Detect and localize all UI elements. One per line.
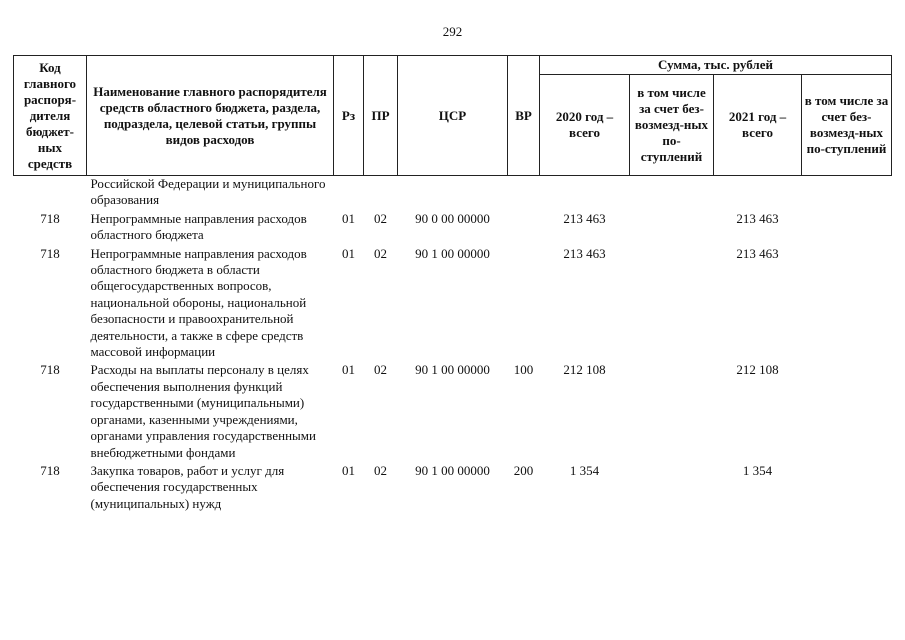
header-name: Наименование главного распорядителя средств областного бюджета, раздела, подраздела, целевой статьи, группы видов расходов xyxy=(87,56,334,176)
row-csr: 90 1 00 00000 xyxy=(415,362,490,378)
row-pr: 02 xyxy=(374,210,387,226)
row-name: Непрограммные направления расходов областного бюджета в области общегосударственных вопросов, национальной обороны, национальной безопасности и правоохранительной деятельности, а также в сфере средств массовой информации xyxy=(90,245,307,360)
budget-table xyxy=(13,55,892,512)
row-2021-free xyxy=(802,209,892,244)
row-csr: 90 1 00 00000 xyxy=(415,245,490,261)
row-name: Закупка товаров, работ и услуг для обеспечения государственных (муниципальных) нужд xyxy=(90,462,285,511)
row-2021-free xyxy=(802,461,892,512)
header-vr: ВР xyxy=(508,56,540,176)
row-pr: 02 xyxy=(374,245,387,261)
row-2020-free xyxy=(630,209,714,244)
row-2021-total: 1 354 xyxy=(742,462,773,478)
row-2021-total: 213 463 xyxy=(736,245,779,261)
table-row xyxy=(14,360,892,460)
row-rz: 01 xyxy=(342,362,355,378)
row-2021-free xyxy=(802,244,892,361)
row-code: 718 xyxy=(40,245,60,261)
row-code: 718 xyxy=(40,462,60,478)
header-2020-total: 2020 год – всего xyxy=(540,75,630,176)
row-rz: 01 xyxy=(342,210,355,226)
continuation-text: Российской Федерации и муниципального образования xyxy=(90,176,326,208)
row-code: 718 xyxy=(40,362,60,378)
row-vr: 200 xyxy=(513,462,534,478)
table-row xyxy=(14,209,892,244)
header-2021-free: в том числе за счет без-возмезд-ных по-ступлений xyxy=(802,75,892,176)
row-vr: 100 xyxy=(513,362,534,378)
row-2021-total: 213 463 xyxy=(736,210,779,226)
row-2021-free xyxy=(802,360,892,460)
row-2020-free xyxy=(630,461,714,512)
row-2021-total: 212 108 xyxy=(736,362,779,378)
row-name: Непрограммные направления расходов областного бюджета xyxy=(90,210,307,243)
row-2020-total: 212 108 xyxy=(563,362,606,378)
row-rz: 01 xyxy=(342,245,355,261)
header-pr: ПР xyxy=(364,56,398,176)
row-2020-total: 1 354 xyxy=(569,462,600,478)
row-csr: 90 0 00 00000 xyxy=(415,210,490,226)
page-number: 292 xyxy=(442,24,463,39)
row-csr: 90 1 00 00000 xyxy=(415,462,490,478)
header-2021-total: 2021 год – всего xyxy=(714,75,802,176)
row-code: 718 xyxy=(40,210,60,226)
row-pr: 02 xyxy=(374,462,387,478)
row-vr xyxy=(508,209,540,244)
row-rz: 01 xyxy=(342,462,355,478)
table-row xyxy=(14,461,892,512)
row-pr: 02 xyxy=(374,362,387,378)
row-2020-free xyxy=(630,244,714,361)
table-row xyxy=(14,244,892,361)
row-name: Расходы на выплаты персоналу в целях обеспечения выполнения функций государственными (муниципальными) органами, казенными учреждениями, органами управления государственными внебюджетными фондами xyxy=(90,362,316,460)
row-2020-free xyxy=(630,360,714,460)
header-rz: Рз xyxy=(334,56,364,176)
header-sum: Сумма, тыс. рублей xyxy=(540,56,892,75)
continuation-row xyxy=(14,176,892,209)
header-code: Код главного распоря-дителя бюджет-ных средств xyxy=(14,56,87,176)
row-2020-total: 213 463 xyxy=(563,210,606,226)
header-2020-free: в том числе за счет без-возмезд-ных по-ступлений xyxy=(630,75,714,176)
row-2020-total: 213 463 xyxy=(563,245,606,261)
row-vr xyxy=(508,244,540,361)
header-csr: ЦСР xyxy=(398,56,508,176)
